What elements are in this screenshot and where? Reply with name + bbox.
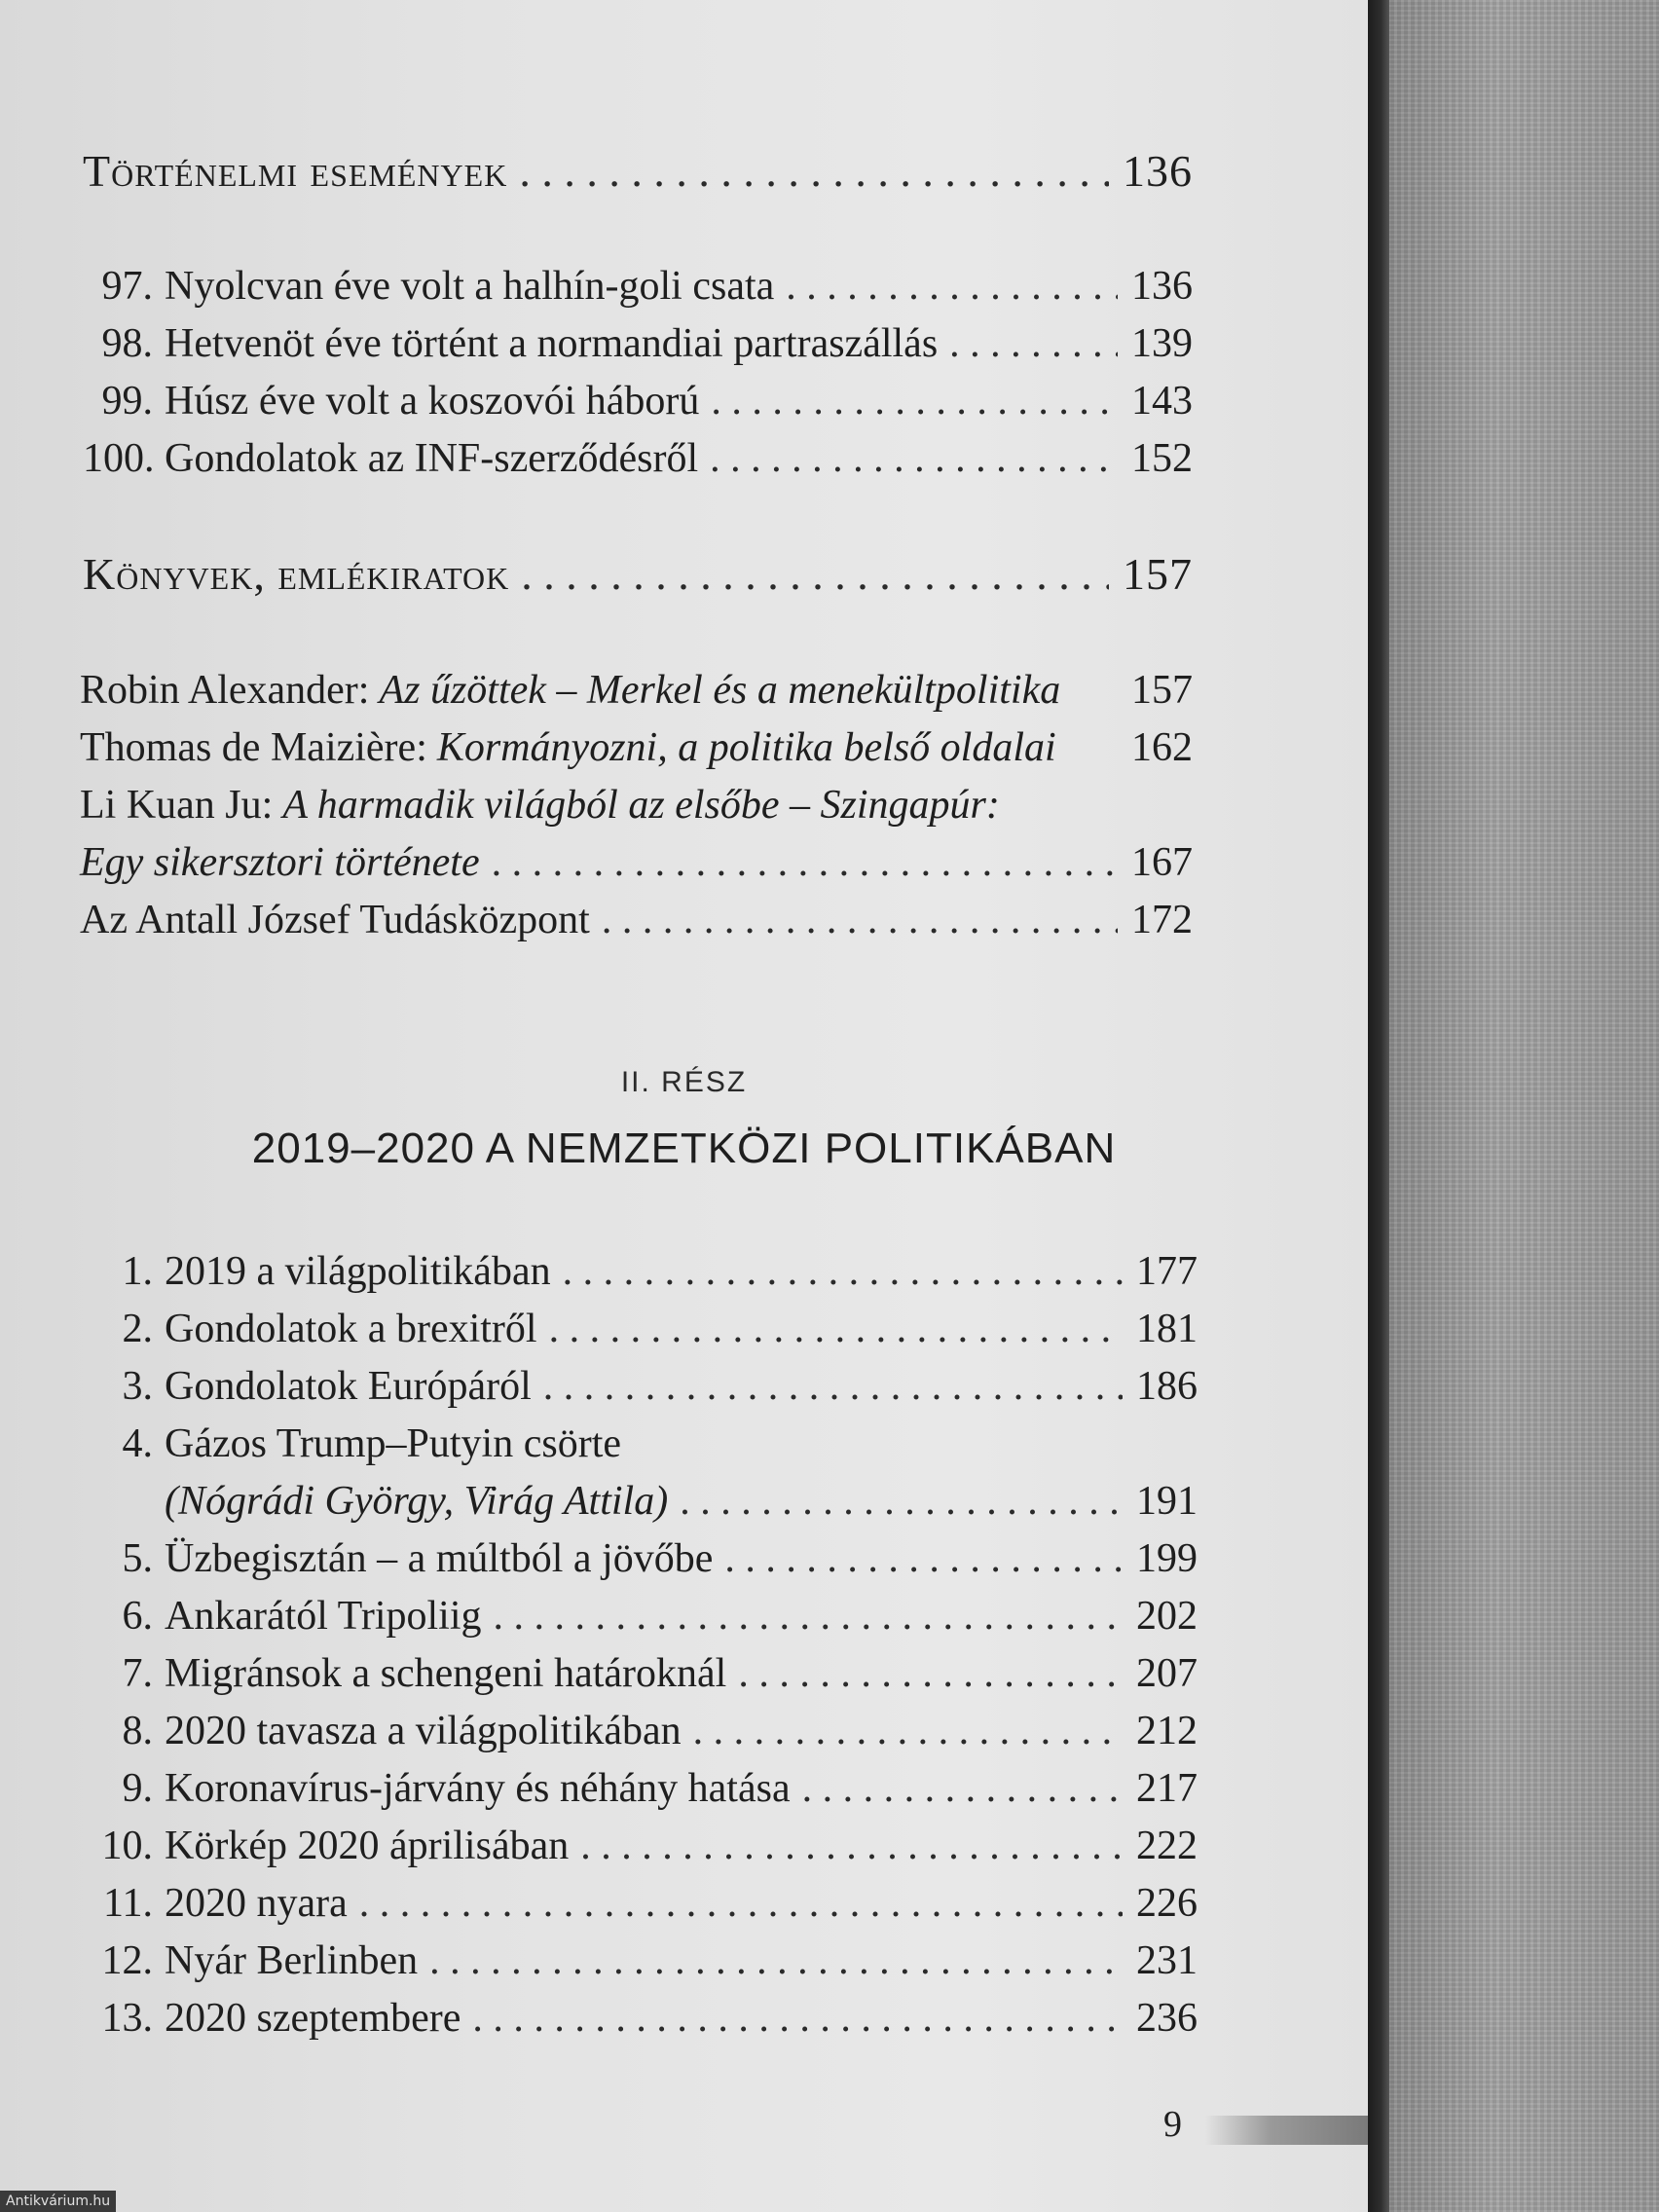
section-heading-konyvek (83, 547, 1193, 602)
entry-number: 8. (122, 1709, 153, 1753)
toc-entry (83, 1706, 1198, 1756)
entry-number: 99. (101, 379, 153, 424)
dot-leader (711, 376, 1118, 426)
dot-leader (802, 1763, 1123, 1814)
entry-number: 4. (122, 1421, 153, 1466)
entry-page: 236 (1136, 1996, 1198, 2041)
entry-number: 6. (122, 1594, 153, 1639)
toc-entry (83, 261, 1193, 312)
book-page-edge (1368, 0, 1389, 2212)
entry-page: 202 (1136, 1594, 1198, 1639)
entry-title: Gondolatok az INF-szerződésről (165, 436, 699, 481)
entry-page: 231 (1136, 1938, 1198, 1983)
entry-page: 191 (1136, 1479, 1198, 1524)
entry-number: 98. (101, 321, 153, 366)
dot-leader (580, 1821, 1123, 1871)
entry-title: Húsz éve volt a koszovói háború (165, 379, 700, 424)
entry-number: 1. (122, 1249, 153, 1294)
dot-leader (786, 261, 1118, 312)
part-title: 2019–2020 A NEMZETKÖZI POLITIKÁBAN (251, 1124, 1117, 1172)
dot-leader (494, 1591, 1123, 1641)
toc-entry (83, 1419, 1198, 1469)
entry-number: 5. (122, 1536, 153, 1581)
dot-leader (724, 1533, 1123, 1584)
toc-entry (83, 1361, 1198, 1412)
entry-page: 199 (1136, 1536, 1198, 1581)
entry-number: 12. (101, 1938, 153, 1983)
entry-subtitle: (Nógrádi György, Virág Attila) (165, 1479, 669, 1524)
entry-number: 11. (103, 1881, 153, 1926)
section-heading-title: Történelmi események (83, 146, 508, 196)
dot-leader (359, 1878, 1123, 1929)
entry-number: 9. (122, 1766, 153, 1811)
entry-page: 172 (1131, 898, 1193, 942)
toc-entry (80, 895, 1193, 945)
page-number-bar (1205, 2116, 1368, 2145)
part-label: II. RÉSZ (620, 1066, 748, 1098)
entry-author: Li Kuan Ju: (80, 783, 274, 828)
entry-page: 181 (1136, 1307, 1198, 1351)
entry-title: 2020 tavasza a világpolitikában (165, 1709, 682, 1753)
toc-entry (83, 1993, 1198, 2044)
dot-leader (472, 1993, 1123, 2044)
entry-page: 186 (1136, 1364, 1198, 1409)
section-heading-page: 136 (1123, 146, 1193, 196)
entry-author: Thomas de Maizière: (80, 725, 427, 770)
toc-entry (83, 1763, 1198, 1814)
entry-author: Robin Alexander: (80, 668, 370, 713)
toc-entry (80, 722, 1193, 773)
entry-number: 13. (101, 1996, 153, 2041)
entry-title-continued: Egy sikersztori története (80, 840, 480, 885)
entry-number: 3. (122, 1364, 153, 1409)
entry-title: Nyolcvan éve volt a halhín-goli csata (165, 264, 775, 309)
toc-entry (80, 780, 1193, 830)
entry-title: Ankarától Tripoliig (165, 1594, 482, 1639)
toc-entry-continuation (83, 1476, 1198, 1527)
toc-entry (83, 1648, 1198, 1699)
entry-title: 2019 a világpolitikában (165, 1249, 551, 1294)
entry-number: 7. (122, 1651, 153, 1696)
toc-entry (80, 665, 1193, 716)
dot-leader (543, 1361, 1123, 1412)
entry-page: 143 (1131, 379, 1193, 424)
entry-title: Gázos Trump–Putyin csörte (165, 1421, 622, 1466)
dot-leader (492, 837, 1118, 888)
cardboard-background (1387, 0, 1659, 2212)
entry-page: 207 (1136, 1651, 1198, 1696)
dot-leader (519, 144, 1109, 199)
toc-entry (83, 376, 1193, 426)
entry-page: 177 (1136, 1249, 1198, 1294)
entry-title: Az Antall József Tudásközpont (80, 898, 590, 942)
entry-title: A harmadik világból az elsőbe – Szingapúr: (282, 783, 1000, 828)
entry-page: 212 (1136, 1709, 1198, 1753)
entry-title: Körkép 2020 áprilisában (165, 1824, 570, 1868)
toc-entry (83, 1936, 1198, 1986)
toc-entry (83, 318, 1193, 369)
entry-title: Migránsok a schengeni határoknál (165, 1651, 727, 1696)
entry-title: Gondolatok Európáról (165, 1364, 532, 1409)
entry-page: 217 (1136, 1766, 1198, 1811)
entry-number: 2. (122, 1307, 153, 1351)
entry-title: Az űzöttek – Merkel és a menekültpolitika (379, 668, 1061, 713)
entry-page: 222 (1136, 1824, 1198, 1868)
dot-leader (563, 1246, 1123, 1297)
entry-number: 100. (83, 436, 155, 481)
entry-number: 10. (101, 1824, 153, 1868)
dot-leader (949, 318, 1118, 369)
toc-entry (83, 1533, 1198, 1584)
entry-title: Gondolatok a brexitről (165, 1307, 537, 1351)
entry-title: Kormányozni, a politika belső oldalai (436, 725, 1056, 770)
dot-leader (549, 1304, 1123, 1354)
dot-leader (521, 547, 1109, 602)
entry-title: Hetvenöt éve történt a normandiai partraszállás (165, 321, 939, 366)
section-heading-tortenelmi (83, 144, 1193, 199)
dot-leader (738, 1648, 1123, 1699)
entry-number: 97. (101, 264, 153, 309)
entry-page: 167 (1131, 840, 1193, 885)
entry-title: 2020 nyara (165, 1881, 348, 1926)
toc-entry-continuation (80, 837, 1193, 888)
dot-leader (710, 433, 1118, 484)
page-number: 9 (1163, 2104, 1182, 2145)
section-heading-page: 157 (1123, 549, 1193, 599)
toc-entry (83, 1821, 1198, 1871)
toc-entry (83, 1591, 1198, 1641)
entry-page: 136 (1131, 264, 1193, 309)
entry-page: 226 (1136, 1881, 1198, 1926)
entry-page: 139 (1131, 321, 1193, 366)
toc-entry (83, 433, 1193, 484)
entry-title: Koronavírus-járvány és néhány hatása (165, 1766, 791, 1811)
entry-page: 152 (1131, 436, 1193, 481)
entry-title: 2020 szeptembere (165, 1996, 461, 2041)
dot-leader (602, 895, 1118, 945)
toc-entry (83, 1246, 1198, 1297)
watermark: Antikvárium.hu (0, 2191, 116, 2212)
entry-page: 162 (1131, 725, 1193, 770)
toc-entry (83, 1878, 1198, 1929)
toc-entry (83, 1304, 1198, 1354)
dot-leader (693, 1706, 1123, 1756)
dot-leader (680, 1476, 1123, 1527)
entry-title: Üzbegisztán – a múltból a jövőbe (165, 1536, 714, 1581)
entry-title: Nyár Berlinben (165, 1938, 419, 1983)
entry-page: 157 (1131, 668, 1193, 713)
dot-leader (429, 1936, 1123, 1986)
section-heading-title: Könyvek, emlékiratok (83, 549, 510, 599)
